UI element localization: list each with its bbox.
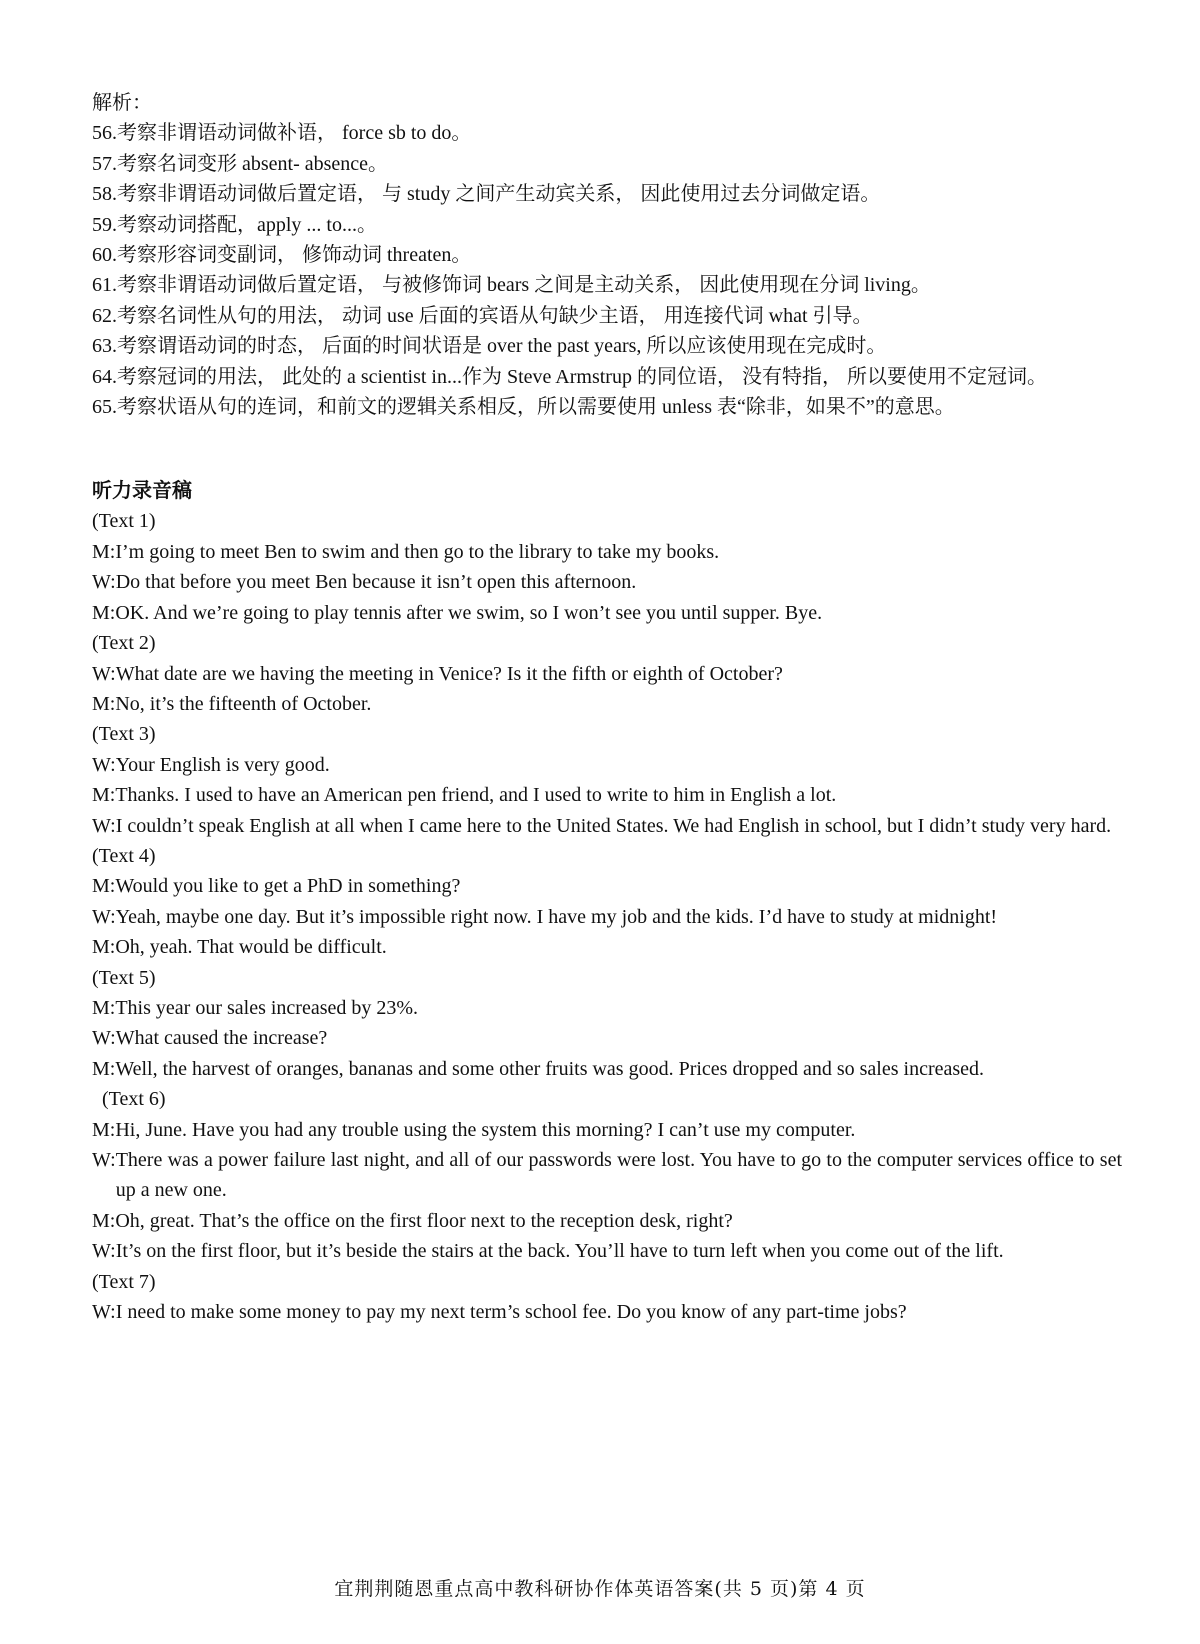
utterance: Your English is very good. (115, 753, 330, 776)
utterance: This year our sales increased by 23%. (115, 996, 419, 1019)
speaker: M: (92, 540, 116, 563)
dialogue-line (92, 598, 1122, 628)
dialogue-line (92, 1115, 1122, 1145)
dialogue-line (92, 1145, 1122, 1206)
document-page (92, 88, 1122, 1327)
dialogue-line (92, 932, 1122, 962)
speaker: M: (92, 1118, 116, 1141)
utterance: Oh, great. That’s the office on the first floor next to the reception desk, right? (115, 1209, 733, 1232)
speaker: W: (92, 1240, 116, 1263)
utterance: Thanks. I used to have an American pen friend, and I used to write to him in English a lot. (115, 784, 837, 807)
dialogue-line (92, 537, 1122, 567)
speaker: W: (92, 1149, 116, 1171)
utterance: Do that before you meet Ben because it isn’t open this afternoon. (115, 571, 637, 594)
utterance: I’m going to meet Ben to swim and then go to the library to take my books. (115, 540, 720, 563)
speaker: W: (92, 1301, 116, 1324)
text-label: (Text 3) (92, 723, 156, 746)
analysis-item: 64.考察冠词的用法， 此处的 a scientist in...作为 Steve Armstrup 的同位语， 没有特指， 所以要使用不定冠词。 (92, 365, 1047, 388)
utterance: I need to make some money to pay my next term’s school fee. Do you know of any part-time jobs? (115, 1301, 907, 1324)
dialogue-line (92, 1297, 1122, 1327)
speaker: M: (92, 1209, 116, 1232)
text-label: (Text 7) (92, 1270, 156, 1293)
analysis-item: 57.考察名词变形 absent- absence。 (92, 152, 389, 175)
analysis-item: 62.考察名词性从句的用法， 动词 use 后面的宾语从句缺少主语， 用连接代词 what 引导。 (92, 304, 873, 327)
analysis-item: 59.考察动词搭配，apply ... to...。 (92, 213, 377, 236)
analysis-item: 61.考察非谓语动词做后置定语， 与被修饰词 bears 之间是主动关系， 因此使用现在分词 living。 (92, 274, 931, 297)
speaker: W: (92, 571, 116, 594)
speaker: M: (92, 692, 116, 715)
dialogue-line (92, 811, 1122, 841)
speaker: W: (92, 814, 116, 837)
text-label: (Text 5) (92, 966, 156, 989)
speaker: W: (92, 905, 116, 928)
analysis-item: 58.考察非谓语动词做后置定语， 与 study 之间产生动宾关系， 因此使用过去分词做定语。 (92, 183, 881, 206)
speaker: M: (92, 875, 116, 898)
analysis-item: 60.考察形容词变副词， 修饰动词 threaten。 (92, 244, 472, 267)
text-label: (Text 4) (92, 844, 156, 867)
speaker: W: (92, 753, 116, 776)
page-footer: 宜荆荆随恩重点高中教科研协作体英语答案(共 5 页)第 4 页 (334, 1578, 866, 1600)
utterance: What caused the increase? (115, 1027, 328, 1050)
analysis-item: 56.考察非谓语动词做补语， force sb to do。 (92, 122, 472, 145)
dialogue-line (92, 1206, 1122, 1236)
utterance: Well, the harvest of oranges, bananas and some other fruits was good. Prices dropped and so sales increased. (115, 1057, 985, 1080)
dialogue-line (92, 567, 1122, 597)
dialogue-line (92, 1054, 1122, 1084)
dialogue-line (92, 689, 1122, 719)
utterance: What date are we having the meeting in Venice? Is it the fifth or eighth of October? (115, 662, 783, 685)
speaker: M: (92, 996, 116, 1019)
utterance: Oh, yeah. That would be difficult. (115, 936, 387, 959)
speaker: M: (92, 936, 116, 959)
speaker: M: (92, 784, 116, 807)
speaker: M: (92, 1057, 116, 1080)
dialogue-line (92, 750, 1122, 780)
utterance: OK. And we’re going to play tennis after we swim, so I won’t see you until supper. Bye. (115, 601, 823, 624)
text-label: (Text 6) (102, 1088, 166, 1111)
text-label: (Text 1) (92, 510, 156, 533)
speaker: W: (92, 662, 116, 685)
dialogue-line (92, 871, 1122, 901)
text-label: (Text 2) (92, 632, 156, 655)
transcript-body (92, 506, 1122, 1327)
utterance: I couldn’t speak English at all when I came here to the United States. We had English in school, but I didn’t study very hard. (115, 814, 1112, 837)
analysis-list (92, 118, 1122, 422)
transcript-title: 听力录音稿 (92, 478, 192, 503)
utterance: Yeah, maybe one day. But it’s impossible right now. I have my job and the kids. I’d have to study at midnight! (115, 905, 998, 928)
utterance: No, it’s the fifteenth of October. (115, 692, 372, 715)
analysis-item: 65.考察状语从句的连词，和前文的逻辑关系相反，所以需要使用 unless 表“除非，如果不”的意思。 (92, 396, 955, 419)
dialogue-line (92, 993, 1122, 1023)
utterance: Hi, June. Have you had any trouble using the system this morning? I can’t use my computer. (115, 1118, 856, 1141)
utterance: There was a power failure last night, and all of our passwords were lost. You have to go to the computer services office to set up a new one. (115, 1149, 1122, 1202)
analysis-item: 63.考察谓语动词的时态， 后面的时间状语是 over the past years, 所以应该使用现在完成时。 (92, 335, 887, 358)
dialogue-line (92, 1236, 1122, 1266)
speaker: M: (92, 601, 116, 624)
utterance: It’s on the first floor, but it’s beside the stairs at the back. You’ll have to turn left when you come out of the lift. (115, 1240, 1004, 1263)
dialogue-line (92, 659, 1122, 689)
analysis-title: 解析： (92, 92, 152, 114)
dialogue-line (92, 1023, 1122, 1053)
speaker: W: (92, 1027, 116, 1050)
utterance: Would you like to get a PhD in something? (115, 875, 461, 898)
dialogue-line (92, 780, 1122, 810)
dialogue-line (92, 902, 1122, 932)
